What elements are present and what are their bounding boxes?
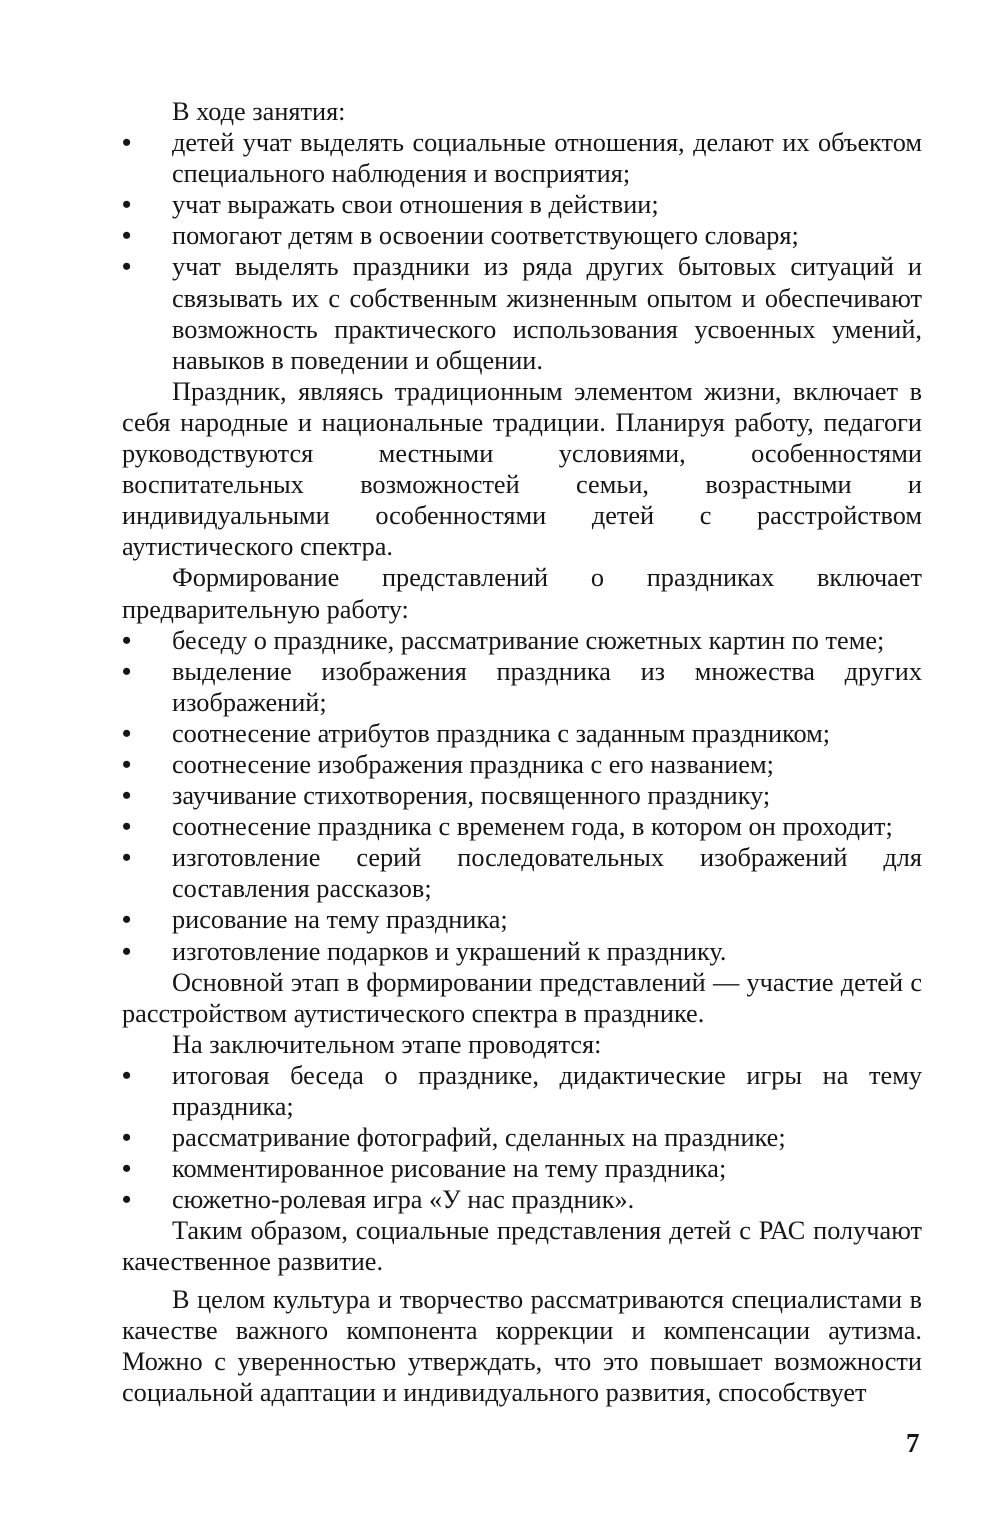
page-body [122, 96, 922, 1408]
bullet-item [122, 1153, 922, 1184]
bullet-text: детей учат выделять социальные отношения, делают их объектом специального наблюдения и восприятия; [172, 128, 922, 189]
bullet-icon: • [122, 749, 132, 779]
bullet-icon: • [122, 1123, 132, 1153]
bullet-item [122, 656, 922, 718]
bullet-item [122, 220, 922, 251]
bullet-item [122, 625, 922, 656]
bullet-icon: • [122, 718, 132, 748]
bullet-text: изготовление подарков и украшений к празднику. [172, 936, 727, 966]
bullet-icon: • [122, 812, 132, 842]
bullet-text: итоговая беседа о празднике, дидактические игры на тему праздника; [172, 1060, 922, 1121]
bullet-text: выделение изображения праздника из множества других изображений; [172, 656, 922, 717]
bullet-text: соотнесение праздника с временем года, в котором он проходит; [172, 812, 893, 842]
paragraph: На заключительном этапе проводятся: [172, 1029, 602, 1059]
bullet-item [122, 904, 922, 935]
paragraph: Формирование представлений о праздниках включает предварительную работу: [122, 563, 922, 624]
bullet-text: рисование на тему праздника; [172, 905, 508, 935]
bullet-icon: • [122, 221, 132, 251]
bullet-icon: • [122, 781, 132, 811]
bullet-item [122, 811, 922, 842]
bullet-icon: • [122, 656, 132, 686]
bullet-item [122, 1184, 922, 1215]
bullet-item [122, 718, 922, 749]
bullet-icon: • [122, 936, 132, 966]
bullet-text: соотнесение изображения праздника с его названием; [172, 749, 774, 779]
bullet-item [122, 1122, 922, 1153]
bullet-text: беседу о празднике, рассматривание сюжетных картин по теме; [172, 625, 885, 655]
bullet-text: рассматривание фотографий, сделанных на празднике; [172, 1123, 786, 1153]
bullet-icon: • [122, 190, 132, 220]
bullet-text: соотнесение атрибутов праздника с заданным праздником; [172, 718, 831, 748]
bullet-icon: • [122, 905, 132, 935]
paragraph: Праздник, являясь традиционным элементом жизни, включает в себя народные и национальные традиции. Планируя работу, педагоги руководствуются местными условиями, особенностями воспитательных возможностей семьи, возрастными и индивидуальными особенностями детей с расстройством аутистического спектра. [122, 376, 922, 562]
bullet-text: комментированное рисование на тему праздника; [172, 1154, 727, 1184]
bullet-item [122, 842, 922, 904]
bullet-icon: • [122, 1185, 132, 1215]
bullet-icon: • [122, 843, 132, 873]
bullet-item [122, 127, 922, 189]
bullet-icon: • [122, 252, 132, 282]
bullet-item [122, 936, 922, 967]
bullet-text: учат выделять праздники из ряда других бытовых ситуаций и связывать их с собственным жизненным опытом и обеспечивают возможность практического использования усвоенных умений, навыков в поведении и общении. [172, 252, 922, 375]
paragraph: Таким образом, социальные представления детей с РАС получают качественное развитие. [122, 1216, 922, 1277]
paragraph: В целом культура и творчество рассматриваются специалистами в качестве важного компонента коррекции и компенсации аутизма. Можно с уверенностью утверждать, что это повышает возможности социальной адаптации и индивидуального развития, способствует [122, 1284, 922, 1407]
bullet-text: помогают детям в освоении соответствующего словаря; [172, 221, 799, 251]
bullet-item [122, 749, 922, 780]
bullet-item [122, 189, 922, 220]
bullet-item [122, 780, 922, 811]
paragraph: Основной этап в формировании представлений — участие детей с расстройством аутистического спектра в празднике. [122, 967, 922, 1028]
page-number: 7 [906, 1428, 920, 1458]
bullet-text: учат выражать свои отношения в действии; [172, 190, 659, 220]
bullet-item [122, 1060, 922, 1122]
bullet-icon: • [122, 128, 132, 158]
paragraph: В ходе занятия: [172, 97, 346, 126]
bullet-text: заучивание стихотворения, посвященного празднику; [172, 781, 771, 811]
bullet-icon: • [122, 1060, 132, 1090]
bullet-item [122, 251, 922, 375]
bullet-text: сюжетно-ролевая игра «У нас праздник». [172, 1185, 635, 1215]
bullet-icon: • [122, 1154, 132, 1184]
bullet-icon: • [122, 625, 132, 655]
bullet-text: изготовление серий последовательных изображений для составления рассказов; [172, 843, 922, 904]
